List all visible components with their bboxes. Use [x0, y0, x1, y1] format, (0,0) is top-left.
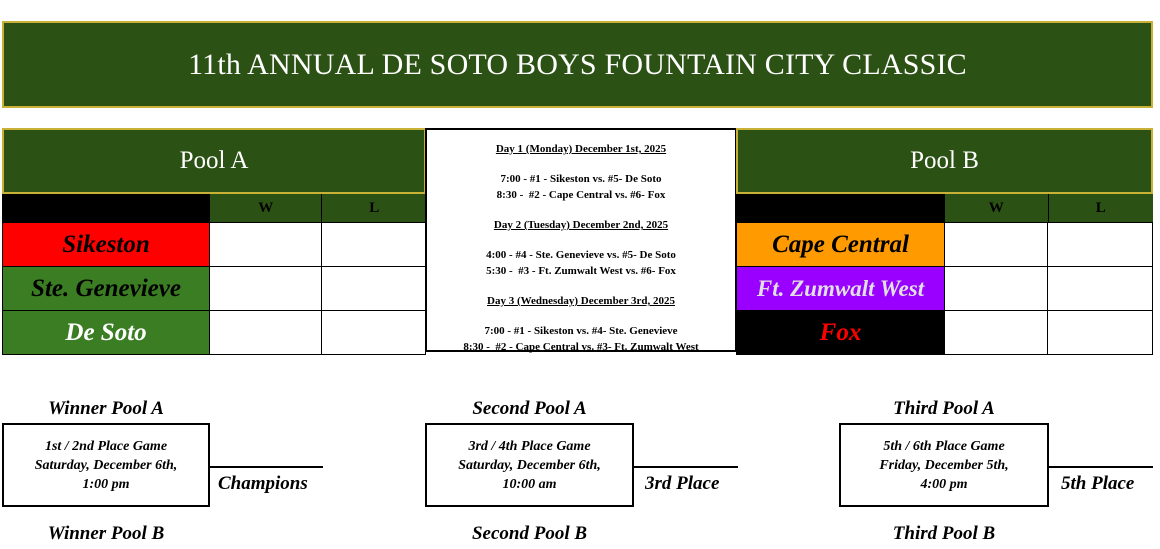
- pool-b-column-headers: [736, 194, 1153, 222]
- wins-cell: [945, 311, 1048, 354]
- pool-b-team-column-header: [736, 194, 944, 222]
- pool-a-wins-header: W: [209, 194, 321, 222]
- table-row: [736, 267, 1153, 311]
- pool-b-losses-header: L: [1048, 194, 1154, 222]
- losses-cell: [322, 311, 426, 354]
- table-row: [2, 311, 426, 355]
- bracket-3-game-time: 4:00 pm: [920, 476, 968, 492]
- team-ft-zumwalt-west: Ft. Zumwalt West: [736, 267, 945, 310]
- pool-b-wins-header: W: [944, 194, 1048, 222]
- losses-cell: [1048, 223, 1153, 266]
- team-sikeston: Sikeston: [2, 223, 210, 266]
- wins-cell: [210, 223, 322, 266]
- pool-a-losses-header: L: [321, 194, 426, 222]
- losses-cell: [1048, 311, 1153, 354]
- team-ste-genevieve: Ste. Genevieve: [2, 267, 210, 310]
- team-cape-central: Cape Central: [736, 223, 945, 266]
- bracket-2-top-seed: Second Pool A: [472, 398, 587, 419]
- table-row: [2, 267, 426, 311]
- day1-game-1: 7:00 - #1 - Sikeston vs. #5- De Soto: [500, 173, 662, 185]
- bracket-2-line: [634, 466, 738, 468]
- table-row: [2, 223, 426, 267]
- bracket-1-result: Champions: [218, 473, 308, 494]
- bracket-3-result: 5th Place: [1061, 473, 1135, 494]
- bracket-1-line: [210, 466, 323, 468]
- bracket-3-game-box: [839, 423, 1049, 507]
- bracket-1-bottom-seed: Winner Pool B: [47, 523, 165, 544]
- day3-game-2: 8:30 - #2 - Cape Central vs. #3- Ft. Zumwalt West: [463, 341, 699, 353]
- bracket-3-line: [1049, 466, 1153, 468]
- bracket-3-bottom-seed: Third Pool B: [892, 523, 996, 544]
- team-de-soto: De Soto: [2, 311, 210, 354]
- bracket-1-game-time: 1:00 pm: [82, 476, 130, 492]
- pool-a-standings: [2, 222, 426, 355]
- team-fox: Fox: [736, 311, 945, 354]
- bracket-3-game-date: Friday, December 5th,: [879, 457, 1009, 473]
- pool-a-team-column-header: [2, 194, 209, 222]
- bracket-1-game-box: [2, 423, 210, 507]
- pool-b-header: Pool B: [736, 128, 1153, 194]
- table-row: [736, 311, 1153, 355]
- losses-cell: [322, 223, 426, 266]
- bracket-1-top-seed: Winner Pool A: [48, 398, 164, 419]
- day2-heading: Day 2 (Tuesday) December 2nd, 2025: [493, 219, 669, 231]
- losses-cell: [1048, 267, 1153, 310]
- bracket-3-game-title: 5th / 6th Place Game: [883, 438, 1005, 454]
- wins-cell: [945, 267, 1048, 310]
- day3-heading: Day 3 (Wednesday) December 3rd, 2025: [487, 295, 675, 307]
- page-title: 11th ANNUAL DE SOTO BOYS FOUNTAIN CITY CLASSIC: [188, 47, 967, 81]
- bracket-2-bottom-seed: Second Pool B: [471, 523, 588, 544]
- title-banner: [2, 21, 1153, 108]
- bracket-2-game-title: 3rd / 4th Place Game: [468, 438, 591, 454]
- wins-cell: [945, 223, 1048, 266]
- bracket-2-result: 3rd Place: [645, 473, 720, 494]
- bracket-2-game-box: [425, 423, 634, 507]
- losses-cell: [322, 267, 426, 310]
- pool-b-standings: [736, 222, 1153, 355]
- bracket-2-game-time: 10:00 am: [502, 476, 557, 492]
- day1-game-2: 8:30 - #2 - Cape Central vs. #6- Fox: [496, 189, 666, 201]
- wins-cell: [210, 311, 322, 354]
- table-row: [736, 223, 1153, 267]
- day2-game-2: 5:30 - #3 - Ft. Zumwalt West vs. #6- Fox: [486, 265, 676, 277]
- day2-game-1: 4:00 - #4 - Ste. Genevieve vs. #5- De Soto: [486, 249, 676, 261]
- wins-cell: [210, 267, 322, 310]
- bracket-3-top-seed: Third Pool A: [893, 398, 995, 419]
- day1-heading: Day 1 (Monday) December 1st, 2025: [495, 143, 667, 155]
- bracket-2-game-date: Saturday, December 6th,: [458, 457, 601, 473]
- pool-a-header: Pool A: [2, 128, 426, 194]
- bracket-1-game-title: 1st / 2nd Place Game: [44, 438, 168, 454]
- bracket-1-game-date: Saturday, December 6th,: [34, 457, 178, 473]
- day3-game-1: 7:00 - #1 - Sikeston vs. #4- Ste. Genevieve: [484, 325, 678, 337]
- pool-a-column-headers: [2, 194, 426, 222]
- schedule-box: [425, 128, 737, 352]
